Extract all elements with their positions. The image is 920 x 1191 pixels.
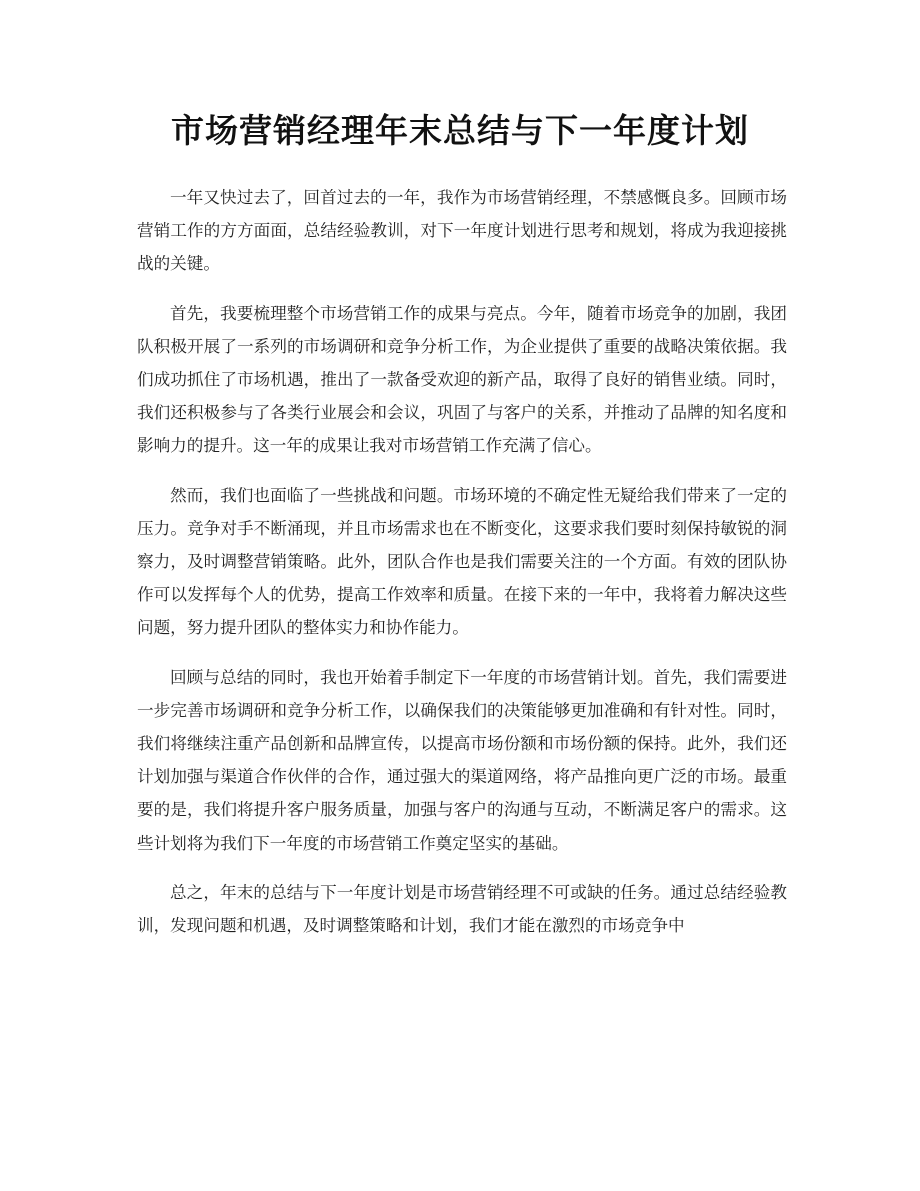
document-title: 市场营销经理年末总结与下一年度计划 (171, 111, 749, 150)
paragraph-5: 总之，年末的总结与下一年度计划是市场营销经理不可或缺的任务。通过总结经验教训，发现问题和机遇，及时调整策略和计划，我们才能在激烈的市场竞争中 (137, 882, 787, 936)
paragraph-4: 回顾与总结的同时，我也开始着手制定下一年度的市场营销计划。首先，我们需要进一步完善市场调研和竞争分析工作，以确保我们的决策能够更加准确和有针对性。同时，我们将继续注重产品创新和品牌宣传，以提高市场份额和市场份额的保持。此外，我们还计划加强与渠道合作伙伴的合作，通过强大的渠道网络，将产品推向更广泛的市场。最重要的是，我们将提升客户服务质量，加强与客户的沟通与互动，不断满足客户的需求。这些计划将为我们下一年度的市场营销工作奠定坚实的基础。 (137, 667, 787, 853)
paragraph-3: 然而，我们也面临了一些挑战和问题。市场环境的不确定性无疑给我们带来了一定的压力。竞争对手不断涌现，并且市场需求也在不断变化，这要求我们要时刻保持敏锐的洞察力，及时调整营销策略。此外，团队合作也是我们需要关注的一个方面。有效的团队协作可以发挥每个人的优势，提高工作效率和质量。在接下来的一年中，我将着力解决这些问题，努力提升团队的整体实力和协作能力。 (137, 485, 787, 638)
paragraph-1: 一年又快过去了，回首过去的一年，我作为市场营销经理，不禁感慨良多。回顾市场营销工作的方方面面，总结经验教训，对下一年度计划进行思考和规划，将成为我迎接挑战的关键。 (137, 188, 787, 274)
paragraph-2: 首先，我要梳理整个市场营销工作的成果与亮点。今年，随着市场竞争的加剧，我团队积极开展了一系列的市场调研和竞争分析工作，为企业提供了重要的战略决策依据。我们成功抓住了市场机遇，推出了一款备受欢迎的新产品，取得了良好的销售业绩。同时，我们还积极参与了各类行业展会和会议，巩固了与客户的关系，并推动了品牌的知名度和影响力的提升。这一年的成果让我对市场营销工作充满了信心。 (137, 303, 787, 456)
document-body (137, 181, 787, 958)
